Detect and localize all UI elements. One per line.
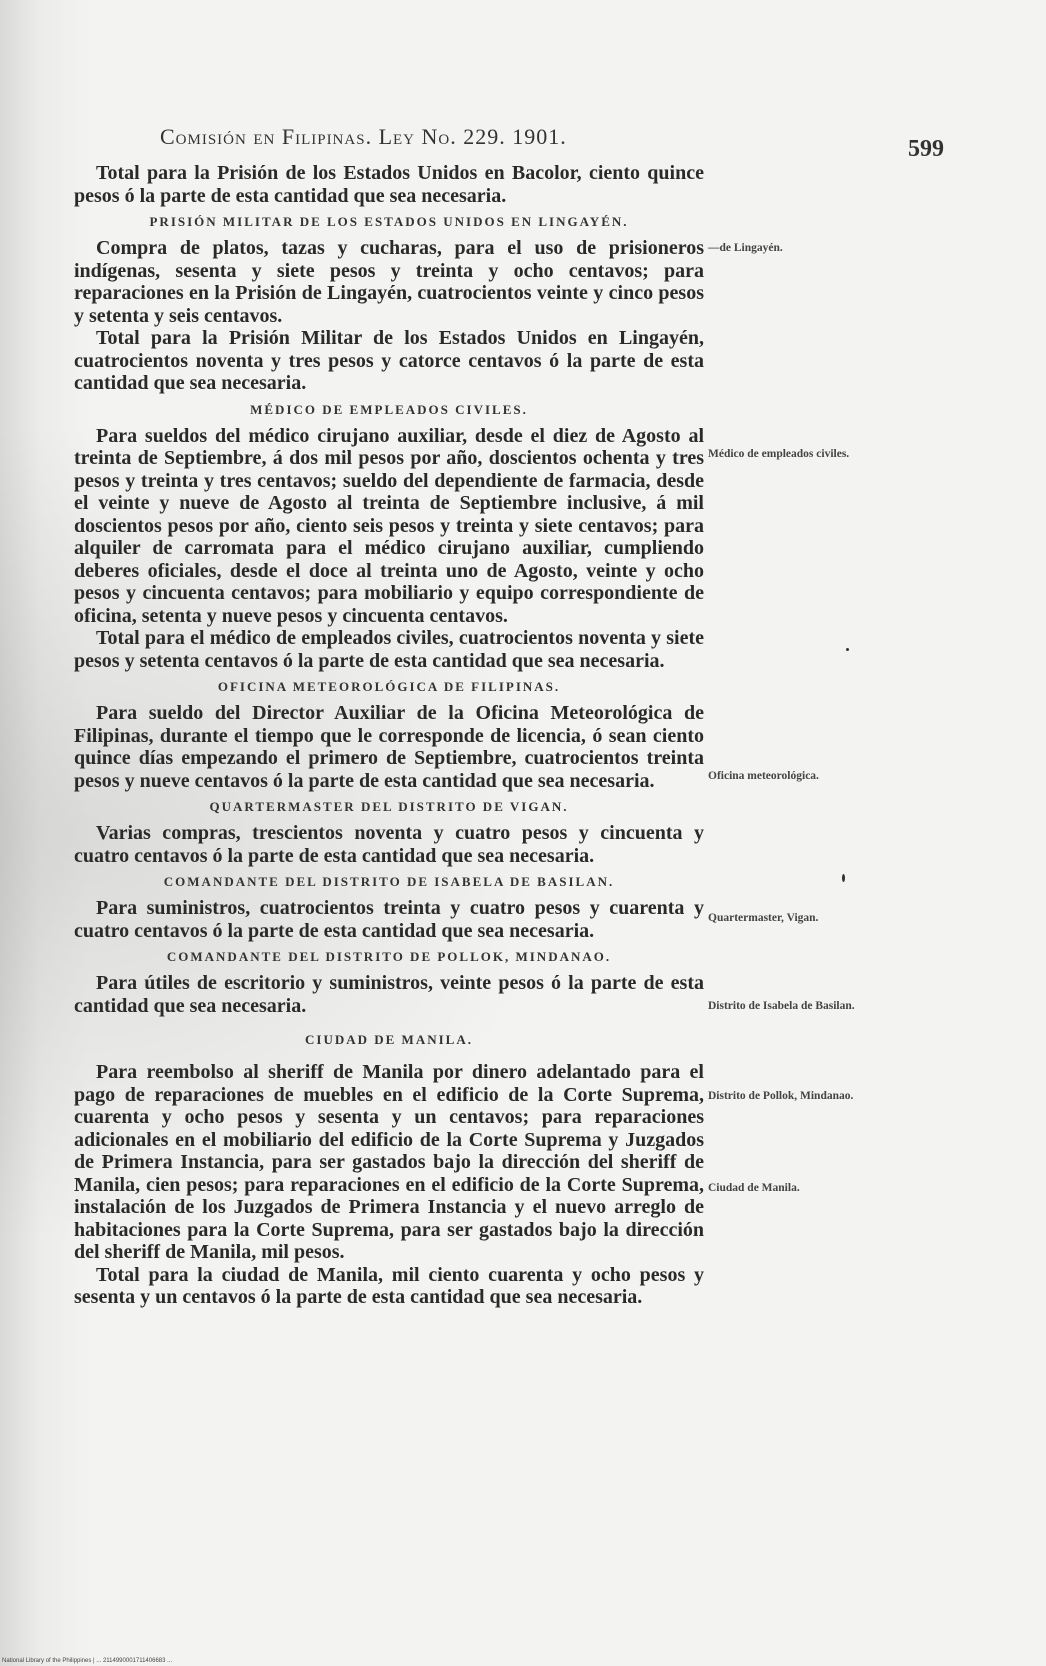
section-heading: MÉDICO DE EMPLEADOS CIVILES. xyxy=(250,401,528,417)
paragraph: Compra de platos, tazas y cucharas, para el uso de prisioneros indígenas, sesenta y siete pesos y treinta y ocho centavos; para reparaciones en la Prisión de Lingayén, cuatrocientos veinte y cinco pesos y setenta y seis centavos. xyxy=(74,237,704,327)
scan-speck xyxy=(846,648,849,651)
running-head: Comisión en Filipinas. Ley No. 229. 1901. xyxy=(160,124,567,149)
paragraph: Para sueldo del Director Auxiliar de la Oficina Meteorológica de Filipinas, durante el tiempo que le corresponde de licencia, ó sean ciento quince días empezando el primero de Septiembre, cuatrocientos treinta pesos y nueve centavos ó la parte de esta cantidad que sea necesaria. xyxy=(74,702,704,792)
margin-note-vigan: Quartermaster, Vigan. xyxy=(708,912,819,924)
margin-note-manila: Ciudad de Manila. xyxy=(708,1182,800,1194)
section-heading: CIUDAD DE MANILA. xyxy=(305,1032,473,1047)
section-heading: COMANDANTE DEL DISTRITO DE ISABELA DE BASILAN. xyxy=(163,874,615,889)
margin-note-pollok: Distrito de Pollok, Mindanao. xyxy=(708,1090,854,1102)
section-heading: PRISIÓN MILITAR DE LOS ESTADOS UNIDOS EN LINGAYÉN. xyxy=(149,214,629,229)
margin-note-meteorologica: Oficina meteorológica. xyxy=(708,770,819,782)
paragraph: Para suministros, cuatrocientos treinta y cuatro pesos y cuarenta y cuatro centavos ó la parte de esta cantidad que sea necesaria. xyxy=(74,897,704,942)
paragraph: Para sueldos del médico cirujano auxiliar, desde el diez de Agosto al treinta de Septiembre, á dos mil pesos por año, doscientos ochenta y tres pesos y treinta y tres centavos; sueldo del dependiente de farmacia, desde el veinte y nueve de Agosto al treinta de Septiembre inclusive, á mil doscientos pesos por año, ciento seis pesos y treinta y siete centavos; para alquiler de carromata para el médico cirujano auxiliar, cumpliendo deberes oficiales, desde el doce al treinta uno de Agosto, veinte y ocho pesos y cincuenta centavos; para mobiliario y equipo correspondiente de oficina, setenta y nueve pesos y cincuenta centavos. xyxy=(74,424,704,627)
margin-note-isabela: Distrito de Isabela de Basilan. xyxy=(708,1000,855,1012)
paragraph: Varias compras, trescientos noventa y cuatro pesos y cincuenta y cuatro centavos ó la parte de esta cantidad que sea necesaria. xyxy=(74,822,704,867)
paragraph: Total para la Prisión de los Estados Unidos en Bacolor, ciento quince pesos ó la parte de esta cantidad que sea necesaria. xyxy=(74,162,704,207)
page-number: 599 xyxy=(908,136,944,162)
paragraph: Para reembolso al sheriff de Manila por dinero adelantado para el pago de reparaciones de muebles en el edificio de la Corte Suprema, cuarenta y ocho pesos y sesenta y un centavos; para reparaciones adicionales en el mobiliario del edificio de la Corte Suprema y Juzgados de Primera Instancia, para ser gastados bajo la dirección del sheriff de Manila, cien pesos; para reparaciones en el edificio de la Corte Suprema, instalación de los Juzgados de Primera Instancia y el nuevo arreglo de habitaciones para la Corte Suprema, para ser gastados bajo la dirección del sheriff de Manila, mil pesos. xyxy=(74,1061,704,1263)
paragraph: Para útiles de escritorio y suministros, veinte pesos ó la parte de esta cantidad que sea necesaria. xyxy=(74,972,704,1017)
paragraph: Total para la ciudad de Manila, mil ciento cuarenta y ocho pesos y sesenta y un centavos ó la parte de esta cantidad que sea necesaria. xyxy=(74,1263,704,1308)
paragraph: Total para el médico de empleados civiles, cuatrocientos noventa y siete pesos y setenta centavos ó la parte de esta cantidad que sea necesaria. xyxy=(74,627,704,672)
scan-footer: National Library of the Philippines | ... 2114990001711406683 ... xyxy=(2,1658,173,1664)
section-heading: COMANDANTE DEL DISTRITO DE POLLOK, MINDANAO. xyxy=(166,949,612,964)
section-heading: QUARTERMASTER DEL DISTRITO DE VIGAN. xyxy=(209,799,569,814)
margin-note-lingayen: —de Lingayén. xyxy=(708,242,783,254)
section-heading: OFICINA METEOROLÓGICA DE FILIPINAS. xyxy=(217,679,561,694)
scan-speck xyxy=(842,874,845,882)
paragraph: Total para la Prisión Militar de los Estados Unidos en Lingayén, cuatrocientos noventa y tres pesos y catorce centavos ó la parte de esta cantidad que sea necesaria. xyxy=(74,327,704,394)
margin-note-medico: Médico de empleados civiles. xyxy=(708,448,850,460)
body-text xyxy=(74,162,704,1309)
